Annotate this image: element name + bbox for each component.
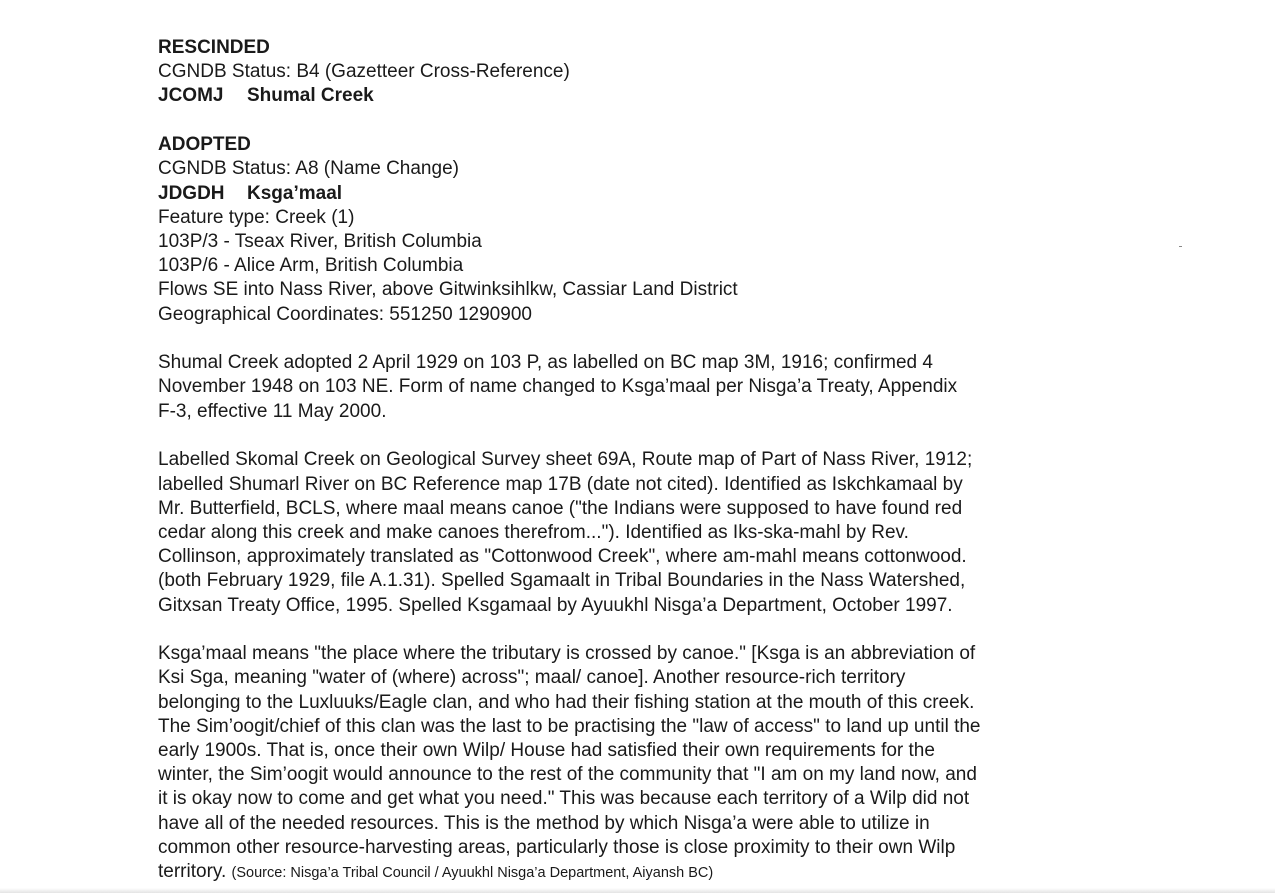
- paragraph-line: Ksga’maal means "the place where the tributary is crossed by canoe." [Ksga is an abbreviation of: [158, 643, 976, 665]
- paragraph-line: it is okay now to come and get what you need." This was because each territory of a Wilp did not: [158, 788, 970, 810]
- paragraph-line: Labelled Skomal Creek on Geological Survey sheet 69A, Route map of Part of Nass River, 1912;: [158, 449, 973, 471]
- paragraph-last-line: [158, 860, 1078, 885]
- rescinded-status: CGNDB Status: B4 (Gazetteer Cross-Reference): [158, 61, 570, 83]
- rescinded-name-line: [158, 84, 1078, 108]
- paragraph-line: Gitxsan Treaty Office, 1995. Spelled Ksgamaal by Ayuukhl Nisga’a Department, October 1997.: [158, 594, 953, 616]
- paragraph-line: early 1900s. That is, once their own Wilp/ House had satisfied their own requirements for the: [158, 740, 935, 762]
- rescinded-section: [158, 36, 1078, 109]
- paragraph-line: Ksi Sga, meaning "water of (where) across"; maal/ canoe]. Another resource-rich territory: [158, 667, 906, 689]
- paragraph-line: Shumal Creek adopted 2 April 1929 on 103 P, as labelled on BC map 3M, 1916; confirmed 4: [158, 352, 933, 374]
- paragraph-line: belonging to the Luxluuks/Eagle clan, and who had their fishing station at the mouth of this creek.: [158, 691, 975, 713]
- gazetteer-document: [158, 36, 1078, 885]
- scan-bottom-edge: [0, 888, 1275, 893]
- paragraph-line: November 1948 on 103 NE. Form of name changed to Ksga’maal per Nisga’a Treaty, Appendix: [158, 376, 958, 398]
- paragraph-line: Collinson, approximately translated as "Cottonwood Creek", where am-mahl means cottonwood.: [158, 546, 967, 568]
- adopted-code: JDGDH: [158, 182, 225, 204]
- rescinded-heading: RESCINDED: [158, 37, 270, 58]
- source-citation: (Source: Nisga’a Tribal Council / Ayuukhl Nisga’a Department, Aiyansh BC): [231, 865, 714, 882]
- location-description: Flows SE into Nass River, above Gitwinksihlkw, Cassiar Land District: [158, 279, 738, 301]
- map-sheet-line: 103P/6 - Alice Arm, British Columbia: [158, 255, 464, 277]
- adopted-name-line: [158, 182, 1078, 206]
- adopted-heading: ADOPTED: [158, 134, 251, 156]
- adopted-section: [158, 133, 1078, 327]
- paragraph-line: have all of the needed resources. This is the method by which Nisga’a were able to utilize in: [158, 812, 930, 834]
- paragraph-line: Mr. Butterfield, BCLS, where maal means canoe ("the Indians were supposed to have found red: [158, 497, 963, 519]
- adoption-history-paragraph: [158, 351, 1078, 424]
- paragraph-line: F-3, effective 11 May 2000.: [158, 400, 387, 422]
- rescinded-name: Shumal Creek: [247, 85, 374, 107]
- scan-speck: [1179, 246, 1182, 247]
- feature-type: Feature type: Creek (1): [158, 206, 355, 228]
- map-sheet-line: 103P/3 - Tseax River, British Columbia: [158, 230, 482, 252]
- meaning-paragraph: [158, 642, 1078, 885]
- paragraph-line: common other resource-harvesting areas, particularly those is close proximity to their own Wilp: [158, 836, 956, 858]
- paragraph-line: winter, the Sim’oogit would announce to the rest of the community that "I am on my land now, and: [158, 764, 977, 786]
- paragraph-end-text: territory.: [158, 861, 227, 883]
- name-origin-paragraph: [158, 448, 1078, 617]
- paragraph-line: (both February 1929, file A.1.31). Spelled Sgamaalt in Tribal Boundaries in the Nass Watershed,: [158, 570, 966, 592]
- paragraph-line: labelled Shumarl River on BC Reference map 17B (date not cited). Identified as Iskchkamaal by: [158, 473, 963, 495]
- rescinded-code: JCOMJ: [158, 85, 224, 107]
- adopted-status: CGNDB Status: A8 (Name Change): [158, 158, 459, 180]
- geographical-coordinates: Geographical Coordinates: 551250 1290900: [158, 303, 532, 325]
- paragraph-line: The Sim’oogit/chief of this clan was the last to be practising the "law of access" to land up until the: [158, 715, 981, 737]
- adopted-name: Ksga’maal: [247, 182, 343, 204]
- paragraph-line: cedar along this creek and make canoes therefrom..."). Identified as Iks-ska-mahl by Rev.: [158, 521, 909, 543]
